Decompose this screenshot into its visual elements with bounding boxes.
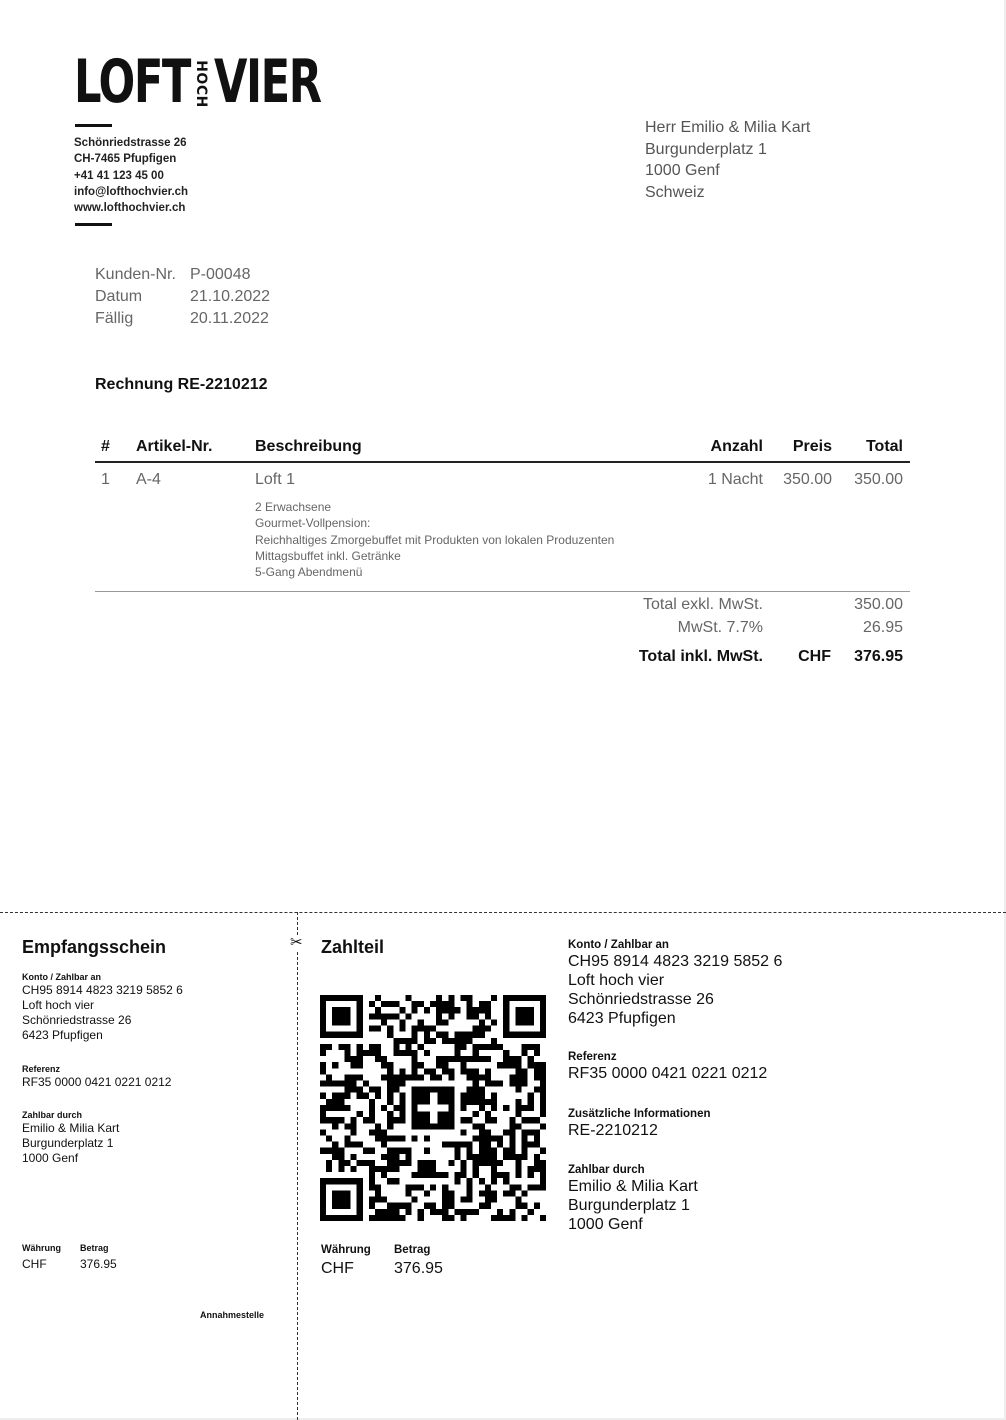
invoice-date: 21.10.2022 [190, 287, 271, 305]
payment-amount: Betrag 376.95 [394, 1244, 443, 1277]
net-total-row: Total exkl. MwSt. 350.00 [642, 596, 903, 613]
payment-iban: CH95 8914 4823 3219 5852 6 [568, 953, 783, 970]
payment-account: Konto / Zahlbar an CH95 8914 4823 3219 5852 6 Loft hoch vier Schönriedstrasse 26 6423 Pfupfigen [568, 939, 783, 1027]
invoice-title: Rechnung RE-2210212 [95, 376, 268, 393]
gross-total-row: Total inkl. MwSt. CHF 376.95 [638, 648, 903, 665]
due-date: 20.11.2022 [190, 309, 269, 327]
col-price: Preis [792, 438, 832, 455]
col-number: # [101, 438, 110, 455]
row-number: 1 [101, 471, 110, 488]
row-total: 350.00 [854, 471, 903, 488]
totals-block [560, 596, 903, 678]
row-details: 2 Erwachsene Gourmet-Vollpension: Reichhaltiges Zmorgebuffet mit Produkten von lokalen Produzenten Mittagsbuffet inkl. Getränke 5-Gang Abendmenü [255, 500, 615, 580]
company-logo [74, 47, 321, 117]
payment-additional-info: Zusätzliche Informationen RE-2210212 [568, 1108, 711, 1139]
payment-currency: Währung CHF [321, 1244, 371, 1277]
due-label: Fällig [95, 309, 134, 327]
line-items-table [95, 435, 910, 592]
customer-number: P-00048 [190, 266, 251, 283]
receipt-amount: Betrag 376.95 [80, 1243, 117, 1271]
receipt-reference: Referenz RF35 0000 0421 0221 0212 [22, 1064, 172, 1089]
row-price: 350.00 [783, 471, 832, 488]
receipt-account: Konto / Zahlbar an CH95 8914 4823 3219 5852 6 Loft hoch vier Schönriedstrasse 26 6423 Pfupfigen [22, 972, 183, 1042]
vat-amount: 26.95 [862, 619, 903, 636]
col-total: Total [865, 438, 903, 455]
company-address: Schönriedstrasse 26 CH-7465 Pfupfigen +41 41 123 45 00 info@lofthochvier.ch www.lofthochvier.ch [74, 135, 188, 216]
customer-number-label: Kunden-Nr. [95, 266, 176, 283]
date-label: Datum [95, 287, 143, 305]
gross-total: 376.95 [854, 648, 903, 665]
logo-divider-bottom [75, 223, 112, 226]
col-article: Artikel-Nr. [136, 438, 213, 455]
payment-reference: Referenz RF35 0000 0421 0221 0212 [568, 1051, 768, 1082]
logo-loft: LOFT [74, 47, 190, 117]
perforation-vertical [297, 912, 298, 1420]
company-website[interactable]: www.lofthochvier.ch [74, 202, 186, 215]
invoice-meta [95, 264, 270, 329]
table-header [95, 435, 910, 463]
payment-payer: Zahlbar durch Emilio & Milia Kart Burgunderplatz 1 1000 Genf [568, 1164, 698, 1233]
net-total: 350.00 [854, 596, 903, 613]
receipt-iban: CH95 8914 4823 3219 5852 6 [22, 983, 183, 997]
logo-hoch: HOCH [193, 60, 209, 108]
scissors-icon: ✂ [290, 934, 303, 951]
logo-divider-top [75, 124, 112, 127]
table-row [95, 463, 910, 592]
acceptance-point: Annahmestelle [200, 1310, 265, 1320]
gross-currency: CHF [798, 648, 831, 665]
receipt-title: Empfangsschein [22, 937, 167, 957]
company-email[interactable]: info@lofthochvier.ch [74, 185, 189, 198]
swiss-qr-code [320, 995, 546, 1221]
perforation-horizontal [0, 912, 1006, 913]
vat-row: MwSt. 7.7% 26.95 [677, 619, 903, 636]
logo-vier: VIER [214, 47, 321, 117]
col-quantity: Anzahl [710, 438, 763, 455]
row-quantity: 1 Nacht [707, 471, 763, 488]
row-description: Loft 1 [255, 471, 296, 488]
recipient-address: Herr Emilio & Milia Kart Burgunderplatz 1 1000 Genf Schweiz [645, 119, 811, 201]
col-description: Beschreibung [255, 438, 362, 455]
payment-part-title: Zahlteil [321, 937, 385, 957]
receipt-currency: Währung CHF [22, 1243, 61, 1271]
receipt-payer: Zahlbar durch Emilio & Milia Kart Burgunderplatz 1 1000 Genf [22, 1110, 120, 1165]
row-article: A-4 [136, 471, 161, 488]
